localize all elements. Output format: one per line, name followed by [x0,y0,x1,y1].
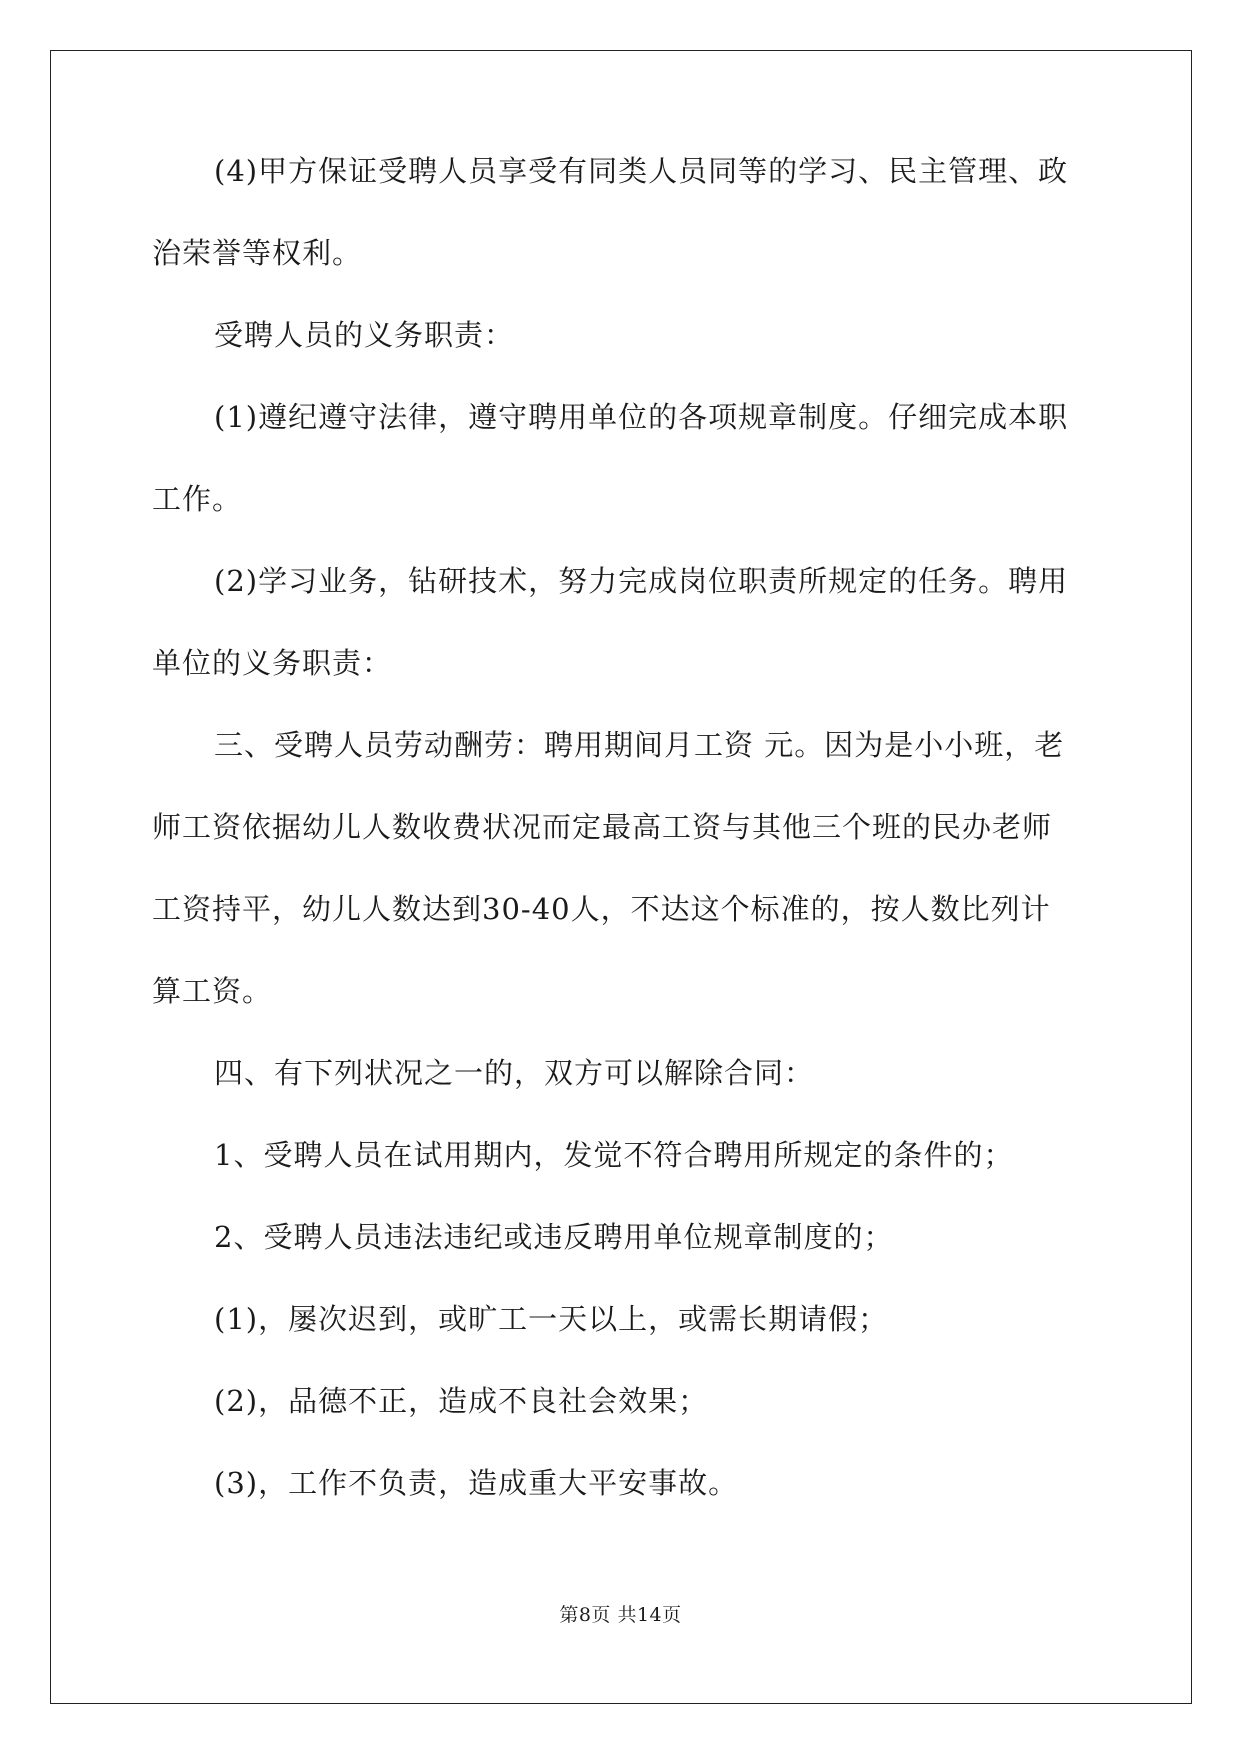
paragraph-line: 算工资。 [152,974,273,1008]
paragraph-line: (3)，工作不负责，造成重大平安事故。 [214,1466,739,1500]
paragraph-line: 三、受聘人员劳动酬劳：聘用期间月工资 元。因为是小小班，老 [214,728,1065,762]
paragraph-line: 工作。 [152,482,243,516]
paragraph-line: (4)甲方保证受聘人员享受有同类人员同等的学习、民主管理、政 [214,154,1069,188]
paragraph-line: 2、受聘人员违法违纪或违反聘用单位规章制度的； [214,1220,894,1254]
paragraph-line: 1、受聘人员在试用期内，发觉不符合聘用所规定的条件的； [214,1138,1014,1172]
page-number-footer: 第8页 共14页 [559,1604,682,1626]
paragraph-line: (1)遵纪遵守法律，遵守聘用单位的各项规章制度。仔细完成本职 [214,400,1069,434]
paragraph-line: 工资持平，幼儿人数达到30-40人，不达这个标准的，按人数比列计 [152,892,1051,926]
paragraph-line: 师工资依据幼儿人数收费状况而定最高工资与其他三个班的民办老师 [152,810,1053,844]
paragraph-line: (2)，品德不正，造成不良社会效果； [214,1384,709,1418]
paragraph-line: (1)，屡次迟到，或旷工一天以上，或需长期请假； [214,1302,889,1336]
paragraph-line: 单位的义务职责： [152,646,393,680]
paragraph-line: 治荣誉等权利。 [152,236,363,270]
paragraph-line: 四、有下列状况之一的，双方可以解除合同： [214,1056,815,1090]
paragraph-line: (2)学习业务，钻研技术，努力完成岗位职责所规定的任务。聘用 [214,564,1069,598]
paragraph-line: 受聘人员的义务职责： [214,318,515,352]
